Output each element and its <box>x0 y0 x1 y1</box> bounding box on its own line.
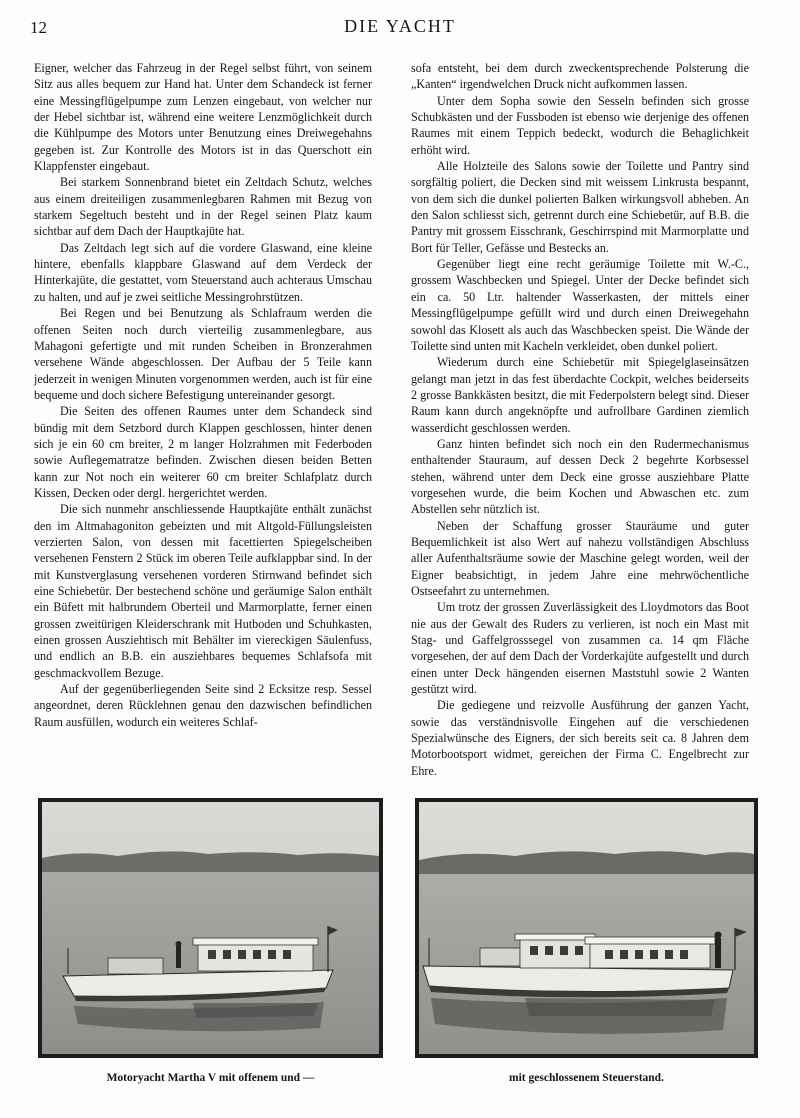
paragraph: Wiederum durch eine Schiebetür mit Spiegelglaseinsätzen gelangt man jetzt in das fest überdachte Cockpit, welches beiderseits 2 grosse Bankkästen besitzt, die mit Federpolstern belegt sind. Dieser Raum kann durch angeknöpfte und aufrollbare Gardinen ziemlich wasserdicht geschlossen werden. <box>411 355 749 435</box>
yacht-photo-open-steering <box>38 798 383 1058</box>
right-text-column <box>411 60 749 779</box>
paragraph: Die Seiten des offenen Raumes unter dem Schandeck sind bündig mit dem Setzbord durch Klappen geschlossen, hinter denen sich je ein 60 cm breiter, 2 m langer Holzrahmen mit Federboden sowie Auflegematratze befinden. Zwischen diesen beiden Betten kann zur Not noch ein weiterer 60 cm breiter Schlafplatz durch Kissen, Decken oder dergl. hergerichtet werden. <box>34 404 372 500</box>
paragraph: Das Zeltdach legt sich auf die vordere Glaswand, eine kleine hintere, ebenfalls klappbare Glaswand auf dem Verdeck der Hinterkajüte, die gestattet, vom Steuerstand auch achteraus Umschau zu halten, und auf je zwei seitliche Messingrohrstützen. <box>34 240 372 304</box>
paragraph: Eigner, welcher das Fahrzeug in der Regel selbst führt, von seinem Sitz aus alles bequem zur Hand hat. Unter dem Schandeck ist ferner eine Messingflügelpumpe zum Lenzen eingebaut, von welcher nur der Hebel sichtbar ist, während eine weitere Lenzmöglichkeit durch die Kühlpumpe des Motors unter Benutzung eines Dreiwegehahns gegeben ist. Zur Kontrolle des Motors ist in das Querschott ein Klappfenster eingebaut. <box>34 61 372 174</box>
paragraph: Die gediegene und reizvolle Ausführung der ganzen Yacht, sowie das verständnisvolle Eingehen auf die verschiedenen Spezialwünsche des Eigners, der sich bereits seit ca. 8 Jahren dem Motorbootsport widmet, gereichen der Firma C. Engelbrecht zur Ehre. <box>411 698 749 778</box>
yacht-photo-closed-steering <box>415 798 758 1058</box>
running-title: DIE YACHT <box>344 16 456 36</box>
paragraph: Um trotz der grossen Zuverlässigkeit des Lloydmotors das Boot nie aus der Gewalt des Ruders zu verlieren, ist noch ein Mast mit Stag- und Gaffelgrosssegel von zusammen ca. 14 qm Fläche vorgesehen, der auf dem Dach der Vorderkajüte aufgestellt und durch einen unter Deck hängenden eisernen Maststuhl sowie 2 Wanten gestützt wird. <box>411 600 749 697</box>
paragraph: Bei starkem Sonnenbrand bietet ein Zeltdach Schutz, welches aus einem dreiteiligen zusammenlegbaren Rahmen mit Bezug von starkem Segeltuch besteht und in der Regel seinen Platz kaum sichtbar auf dem Dach der Hauptkajüte hat. <box>34 175 372 239</box>
page-number: 12 <box>30 18 47 37</box>
paragraph: Alle Holzteile des Salons sowie der Toilette und Pantry sind sorgfältig poliert, die Decken sind mit weissem Linkrusta bespannt, von dem sich die dunkel polierten Balken wirkungsvoll abheben. An den Salon schliesst sich, getrennt durch eine Schiebetür, auf B.B. die Pantry mit grossem Eisschrank, Geschirrspind mit Marmorplatte und Bort für Teller, Gefässe und Bestecks an. <box>411 159 749 255</box>
paragraph: Ganz hinten befindet sich noch ein den Rudermechanismus enthaltender Stauraum, auf dessen Deck 2 begehrte Korbsessel stehen, während unter dem Deck eine grosse ausziehbare Platte vorgesehen wurde, die beim Kochen und Abwaschen etc. zum Abstellen sehr nützlich ist. <box>411 436 749 517</box>
page-header <box>30 16 770 44</box>
paragraph: Die sich nunmehr anschliessende Hauptkajüte enthält zunächst den im Altmahagoniton gebeizten und mit Altgold-Füllungsleisten verzierten Salon, von dessen mit facettierten Spiegelscheiben versehenen Fenstern 2 Stück im oberen Teile aufklappbar sind. In der mit Kunstverglasung versehenen vorderen Stirnwand befindet sich eine Schiebetür. Der bestechend schöne und geräumige Salon enthält ein Büfett mit halbrundem Oberteil und Marmorplatte, ferner einen grossen zweitürigen Kleiderschrank mit Hutboden und Schuhkasten, einen grossen Ausziehtisch mit Behälter im viereckigen Säulenfuss, und endlich an B.B. ein ausziehbares bequemes Schlafsofa mit geschmackvollem Bezuge. <box>34 502 372 680</box>
paragraph: Auf der gegenüberliegenden Seite sind 2 Ecksitze resp. Sessel angeordnet, deren Rücklehnen genau den dazwischen befindlichen Raum ausfüllen, wodurch ein weiteres Schlaf- <box>34 682 372 729</box>
paragraph: Bei Regen und bei Benutzung als Schlafraum werden die offenen Seiten noch durch vierteilig zusammenlegbare, aus Mahagoni gefertigte und mit runden Scheiben in Bronzerahmen versehene Wände abgeschlossen. Der Aufbau der 5 Teile kann jederzeit in wenigen Minuten vorgenommen werden, auch ist für eine bequeme und doch sichere Befestigung untereinander gesorgt. <box>34 306 372 402</box>
paragraph: Neben der Schaffung grosser Stauräume und guter Bequemlichkeit ist also Wert auf nahezu vollständigen Abschluss aller Aufenthaltsräume sowie der Maschine gelegt worden, weil der Eigner beabsichtigt, in jedem Jahre eine mehrwöchentliche Ostseefahrt zu unternehmen. <box>411 518 749 598</box>
figure-caption-right: mit geschlossenem Steuerstand. <box>509 1072 664 1084</box>
figure-caption-left: Motoryacht Martha V mit offenem und — <box>106 1072 315 1084</box>
paragraph: Gegenüber liegt eine recht geräumige Toilette mit W.-C., grossem Waschbecken und Spiegel. Unter der Decke befindet sich ein ca. 50 Ltr. haltender Wasserkasten, der mittels einer Messingflügelpumpe gefüllt wird und durch einen Dreiwegehahn sowohl das Klosett als auch das Waschbecken speist. Die Wände der Toilette sind unten mit Kacheln verkleidet, oben dunkel poliert. <box>411 257 749 353</box>
paragraph: sofa entsteht, bei dem durch zweckentsprechende Polsterung die „Kanten“ irgendwelchen Druck nicht aufkommen lassen. <box>411 61 749 92</box>
paragraph: Unter dem Sopha sowie den Sesseln befinden sich grosse Schubkästen und der Fussboden ist ebenso wie derjenige des offenen Raumes mit einem Teppich bedeckt, wodurch die Behaglichkeit erhöht wird. <box>411 93 749 157</box>
left-text-column <box>34 60 372 730</box>
